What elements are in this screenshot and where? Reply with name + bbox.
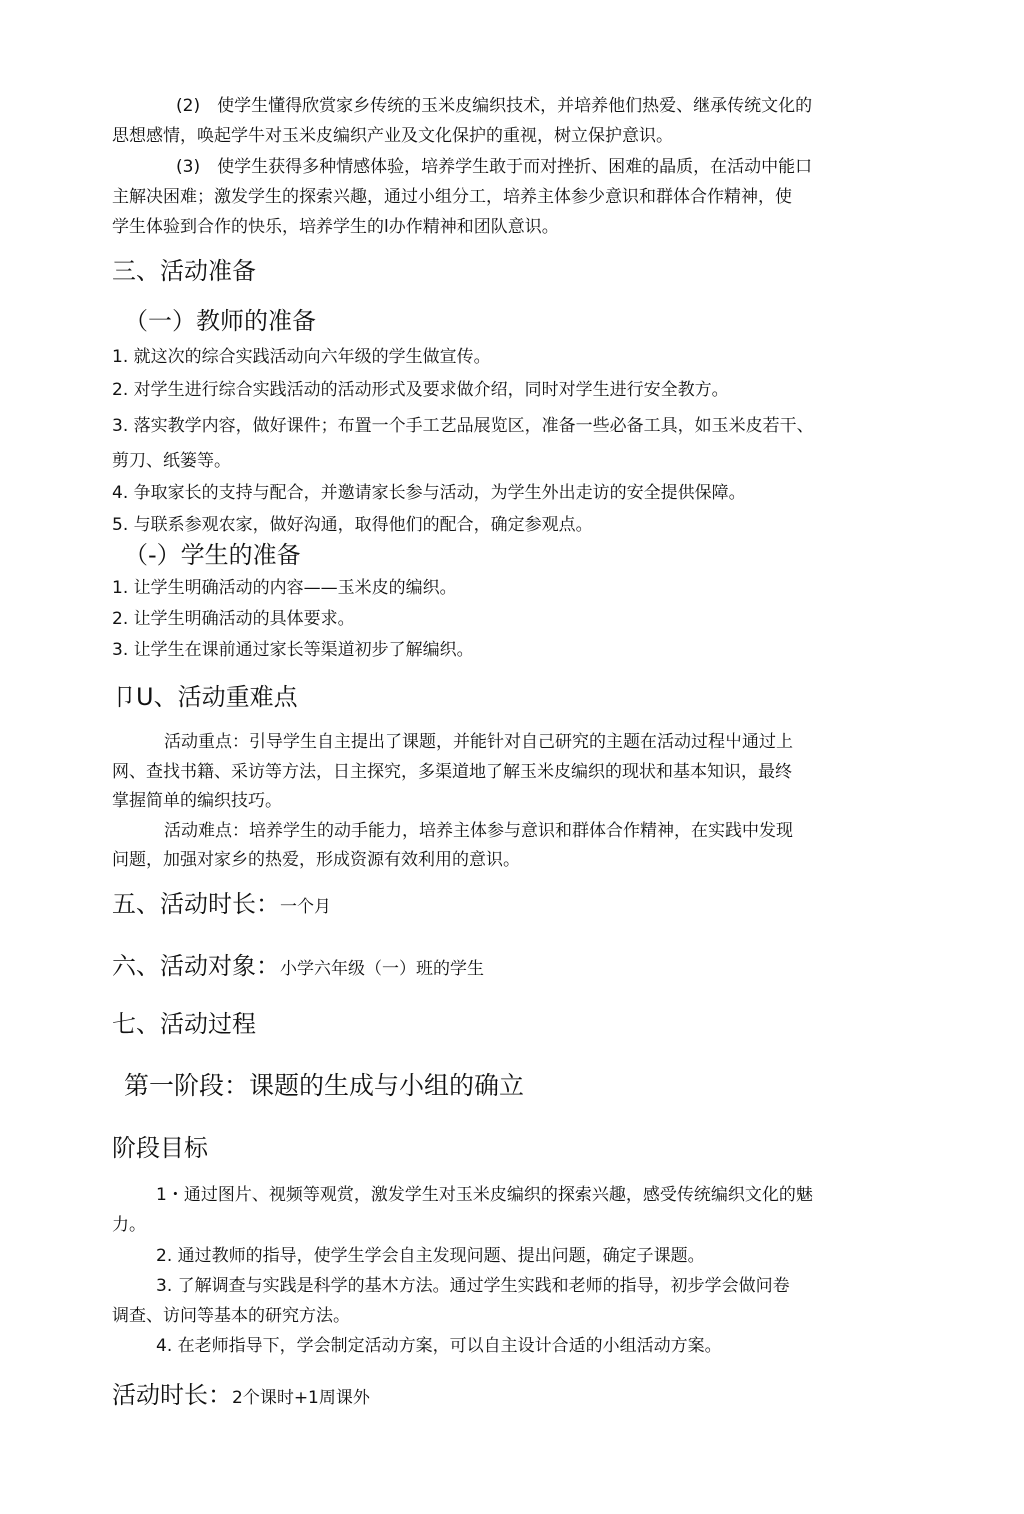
teacher-prep-item-5: 5. 与联系参观农家，做好沟通，取得他们的配合，确定参观点。 (112, 515, 593, 535)
stage-duration (112, 1380, 370, 1413)
objective-3-line-2: 主解决困难；激发学生的探索兴趣，通过小组分工，培养主体参少意识和群体合作精神，使 (112, 187, 792, 207)
stage-duration-value: 2个课时+1周课外 (232, 1388, 370, 1408)
student-prep-item-1: 1. 让学生明确活动的内容——玉米皮的编织。 (112, 578, 457, 598)
student-prep-item-3: 3. 让学生在课前通过家长等渠道初步了解编织。 (112, 640, 474, 660)
teacher-prep-item-4: 4. 争取家长的支持与配合，并邀请家长参与活动，为学生外出走访的安全提供保障。 (112, 483, 746, 503)
goal-1-line-2: 力。 (112, 1215, 146, 1235)
student-prep-heading: （-）学生的准备 (124, 541, 301, 569)
section-6-heading (112, 951, 484, 984)
stage-duration-label: 活动时长： (112, 1381, 232, 1409)
difficulty-line-2: 问题，加强对家乡的热爱，形成资源有效利用的意识。 (112, 850, 520, 870)
goal-2: 2. 通过教师的指导，使学生学会自主发现问题、提出问题，确定子课题。 (156, 1246, 705, 1266)
section-6-value: 小学六年级（一）班的学生 (280, 959, 484, 979)
teacher-prep-item-3-line-1: 3. 落实教学内容，做好课件；布置一个手工艺品展览区，准备一些必备工具，如玉米皮若干、 (112, 416, 814, 436)
section-4-heading: 卩U、活动重难点 (112, 683, 298, 711)
section-5-heading (112, 889, 331, 922)
goal-3-line-1: 3. 了解调查与实践是科学的基木方法。通过学生实践和老师的指导，初步学会做问卷 (156, 1276, 790, 1296)
teacher-prep-item-3-line-2: 剪刀、纸篓等。 (112, 451, 231, 471)
stage-goal-heading: 阶段目标 (112, 1134, 208, 1162)
student-prep-item-2: 2. 让学生明确活动的具体要求。 (112, 609, 355, 629)
objective-3-line-1: (3) 使学生获得多种情感体验，培养学生敢于而对挫折、困难的晶质，在活动中能口 (176, 157, 813, 177)
teacher-prep-item-2: 2. 对学生进行综合实践活动的活动形式及要求做介绍，同时对学生进行安全教方。 (112, 380, 729, 400)
objective-3-line-3: 学生体验到合作的快乐，培养学生的l办作精神和团队意识。 (112, 217, 559, 237)
teacher-prep-heading: （一）教师的准备 (124, 307, 316, 335)
focus-line-1: 活动重点：引导学生自主提出了课题，并能针对自己研究的主题在活动过程屮通过上 (164, 732, 793, 752)
focus-line-3: 掌握简单的编织技巧。 (112, 791, 282, 811)
section-7-heading: 七、活动过程 (112, 1010, 256, 1038)
goal-1-line-1: 1・通过图片、视频等观赏，激发学生对玉米皮编织的探索兴趣，感受传统编织文化的魅 (156, 1185, 813, 1205)
section-5-label: 五、活动时长： (112, 890, 280, 918)
goal-4: 4. 在老师指导下，学会制定活动方案，可以自主设计合适的小组活动方案。 (156, 1336, 722, 1356)
goal-3-line-2: 调查、访问等基本的研究方法。 (112, 1306, 350, 1326)
focus-line-2: 网、查找书籍、采访等方法，日主探究，多渠道地了解玉米皮编织的现状和基本知识，最终 (112, 762, 792, 782)
section-3-heading: 三、活动准备 (112, 257, 256, 285)
difficulty-line-1: 活动难点：培养学生的动手能力，培养主体参与意识和群体合作精神，在实践中发现 (164, 821, 793, 841)
section-6-label: 六、活动对象： (112, 952, 280, 980)
objective-2-line-1: (2) 使学生懂得欣赏家乡传统的玉米皮编织技术，并培养他们热爱、继承传统文化的 (176, 96, 813, 116)
teacher-prep-item-1: 1. 就这次的综合实践活动向六年级的学生做宣传。 (112, 347, 491, 367)
objective-2-line-2: 思想感情，唤起学牛对玉米皮编织产业及文化保护的重视，树立保护意识。 (112, 126, 673, 146)
section-5-value: 一个月 (280, 897, 331, 917)
stage-1-heading: 第一阶段：课题的生成与小组的确立 (124, 1071, 525, 1100)
